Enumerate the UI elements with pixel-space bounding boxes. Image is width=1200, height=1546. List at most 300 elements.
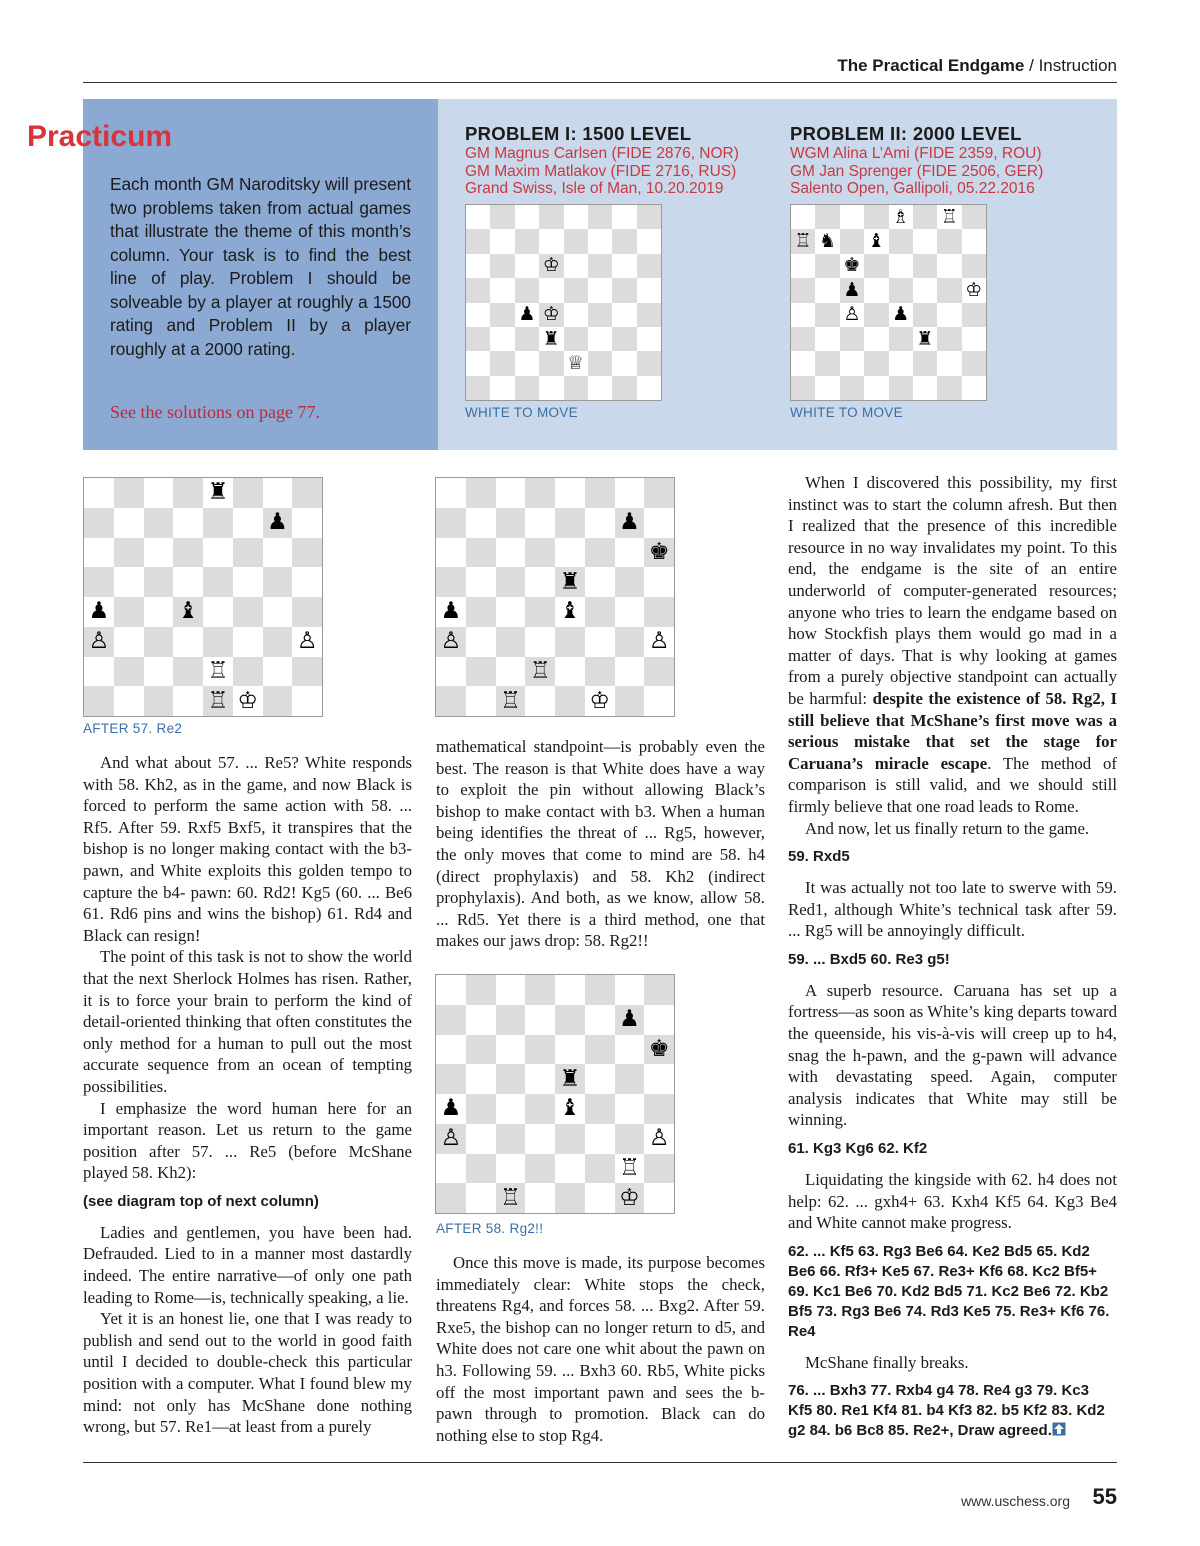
board-square bbox=[496, 657, 526, 687]
board-square bbox=[203, 538, 233, 568]
board-square bbox=[913, 229, 937, 253]
board-square bbox=[555, 508, 585, 538]
board-square bbox=[612, 229, 636, 253]
board-square bbox=[913, 254, 937, 278]
black-bishop-icon: ♝ bbox=[555, 597, 585, 627]
board-square bbox=[585, 478, 615, 508]
board-square bbox=[962, 205, 986, 229]
board-square bbox=[292, 508, 322, 538]
board-square bbox=[585, 538, 615, 568]
white-pawn-icon: ♙ bbox=[644, 627, 674, 657]
board-square bbox=[466, 1035, 496, 1065]
col1-paragraph-4: Ladies and gentlemen, you have been had. Defrauded. Lied to in a manner most dastardly indeed. The entire narrative—of only one path leading to Rome—is, technically speaking, a lie. bbox=[83, 1222, 412, 1307]
board-square bbox=[203, 508, 233, 538]
board-square bbox=[525, 567, 555, 597]
board-square bbox=[233, 627, 263, 657]
col3-moves-4: 62. ... Kf5 63. Rg3 Be6 64. Ke2 Bd5 65. Kd2 Be6 66. Rf3+ Ke5 67. Re3+ Kf6 68. Kc2 Bf5+ 69. Kc1 Be6 70. Kd2 Bd5 71. Kc2 Be6 72. Kb2 Bf5 73. Rg3 Be6 74. Rd3 Ke5 75. Re3+ Kf6 76. Re4 bbox=[788, 1242, 1110, 1340]
board-square bbox=[588, 303, 612, 327]
board-square bbox=[496, 1035, 526, 1065]
board-square bbox=[490, 229, 514, 253]
board-square bbox=[588, 229, 612, 253]
board-square bbox=[615, 567, 645, 597]
board-square bbox=[466, 229, 490, 253]
board-square bbox=[496, 478, 526, 508]
white-pawn-icon: ♙ bbox=[644, 1124, 674, 1154]
board-square bbox=[84, 567, 114, 597]
board-square bbox=[913, 278, 937, 302]
board-square bbox=[864, 254, 888, 278]
board-square bbox=[644, 1094, 674, 1124]
board-square bbox=[515, 205, 539, 229]
board-square bbox=[637, 376, 661, 400]
board-square bbox=[525, 627, 555, 657]
problem-2-event: Salento Open, Gallipoli, 05.22.2016 bbox=[790, 180, 1035, 197]
black-bishop-icon: ♝ bbox=[555, 1094, 585, 1124]
board-square bbox=[555, 686, 585, 716]
board-square bbox=[615, 975, 645, 1005]
board-square bbox=[466, 254, 490, 278]
problem-1-white: GM Magnus Carlsen (FIDE 2876, NOR) bbox=[465, 145, 739, 162]
board-square bbox=[962, 327, 986, 351]
board-square bbox=[490, 327, 514, 351]
black-rook-icon: ♜ bbox=[555, 567, 585, 597]
col3-paragraph-1 bbox=[788, 472, 1117, 818]
board-square bbox=[114, 478, 144, 508]
board-square bbox=[292, 686, 322, 716]
board-square bbox=[114, 627, 144, 657]
header-category: Instruction bbox=[1038, 56, 1117, 75]
board-square bbox=[490, 351, 514, 375]
board-square bbox=[612, 327, 636, 351]
board-square bbox=[637, 278, 661, 302]
board-square bbox=[114, 508, 144, 538]
board-square bbox=[588, 376, 612, 400]
board-square bbox=[585, 1094, 615, 1124]
col3-paragraph-4: A superb resource. Caruana has set up a fortress—as soon as White’s king departs toward the queenside, his vis-à-vis will creep up to h4, snag the h-pawn, and the g-pawn will advance with devastating speed. Again, computer analysis indicates that White may still be winning. bbox=[788, 980, 1117, 1130]
board-square bbox=[815, 351, 839, 375]
board-square bbox=[114, 567, 144, 597]
board-square bbox=[114, 657, 144, 687]
board-square bbox=[644, 567, 674, 597]
board-square bbox=[585, 1154, 615, 1184]
problem-1-event: Grand Swiss, Isle of Man, 10.20.2019 bbox=[465, 180, 724, 197]
practicum-title: Practicum bbox=[27, 120, 173, 153]
board-square bbox=[466, 1064, 496, 1094]
col3-p1-end: . The method of comparison is still valid, and we should still firmly believe that one road leads to Rome. bbox=[788, 753, 1117, 816]
board-square bbox=[585, 1183, 615, 1213]
board-square bbox=[144, 657, 174, 687]
black-pawn-icon: ♟ bbox=[263, 508, 293, 538]
board-square bbox=[490, 254, 514, 278]
board-square bbox=[637, 351, 661, 375]
board-square bbox=[525, 1005, 555, 1035]
header-separator: / bbox=[1024, 56, 1039, 75]
board-square bbox=[436, 975, 466, 1005]
white-king-icon: ♔ bbox=[233, 686, 263, 716]
board-square bbox=[962, 254, 986, 278]
black-king-icon: ♚ bbox=[644, 538, 674, 568]
board-square bbox=[637, 205, 661, 229]
board-square bbox=[864, 278, 888, 302]
board-square bbox=[644, 597, 674, 627]
board-square bbox=[436, 567, 466, 597]
white-pawn-icon: ♙ bbox=[436, 627, 466, 657]
board-square bbox=[144, 686, 174, 716]
board-square bbox=[466, 303, 490, 327]
board-square bbox=[436, 686, 466, 716]
board-square bbox=[466, 376, 490, 400]
board-square bbox=[173, 508, 203, 538]
board-square bbox=[233, 478, 263, 508]
col3-moves-1: 59. Rxd5 bbox=[788, 848, 850, 866]
problem-2-white: WGM Alina L’Ami (FIDE 2359, ROU) bbox=[790, 145, 1042, 162]
board-square bbox=[466, 278, 490, 302]
board-square bbox=[292, 478, 322, 508]
board-square bbox=[539, 376, 563, 400]
col3-moves-5-text: 76. ... Bxh3 77. Rxb4 g4 78. Re4 g3 79. Kc3 Kf5 80. Re1 Kf4 81. b4 Kf3 82. b5 Kf2 83. Kd2 g2 84. b6 Bc8 85. Re2+, Draw agreed. bbox=[788, 1382, 1105, 1440]
black-rook-icon: ♜ bbox=[539, 327, 563, 351]
white-king-icon: ♔ bbox=[539, 254, 563, 278]
board-square bbox=[490, 205, 514, 229]
board-square bbox=[555, 1124, 585, 1154]
board-square bbox=[466, 686, 496, 716]
board-square bbox=[436, 478, 466, 508]
board-square bbox=[525, 1154, 555, 1184]
board-square bbox=[490, 278, 514, 302]
board-square bbox=[292, 657, 322, 687]
board-square bbox=[539, 278, 563, 302]
board-square bbox=[612, 303, 636, 327]
problem-1-title: PROBLEM I: 1500 LEVEL bbox=[465, 123, 692, 144]
header-rule bbox=[83, 82, 1117, 83]
board-square bbox=[864, 205, 888, 229]
board-square bbox=[555, 657, 585, 687]
board-square bbox=[144, 597, 174, 627]
col1-paragraph-1: And what about 57. ... Re5? White responds with 58. Kh2, as in the game, and now Black is forced to perform the same action with 58. ... Rf5. After 59. Rxf5 Bxf5, it transpires that the bishop is no longer making contact with the b3-pawn, and White exploits this golden tempo to capture the b4- pawn: 60. Rd2! Kg5 (60. ... Be6 61. Rd6 pins and wins the bishop) 61. Rd4 and Black can resign! bbox=[83, 753, 412, 945]
board-square bbox=[539, 205, 563, 229]
board-square bbox=[114, 538, 144, 568]
board-square bbox=[84, 657, 114, 687]
board-square bbox=[263, 597, 293, 627]
board-square bbox=[515, 254, 539, 278]
board-square bbox=[615, 538, 645, 568]
board-square bbox=[555, 538, 585, 568]
board-square bbox=[263, 627, 293, 657]
board-square bbox=[525, 1094, 555, 1124]
black-pawn-icon: ♟ bbox=[889, 303, 913, 327]
board-square bbox=[644, 657, 674, 687]
col1-paragraph-5: Yet it is an honest lie, one that I was ready to publish and send out to the world in good faith until I decided to double-check this particular position with a computer. What I found blew my mind: not only has McShane done nothing wrong, but 57. Re1—at least from a purely bbox=[83, 1309, 412, 1437]
board-square bbox=[490, 376, 514, 400]
board-square bbox=[564, 327, 588, 351]
board-square bbox=[615, 657, 645, 687]
footer-rule bbox=[83, 1462, 1117, 1463]
problem-2-board bbox=[790, 204, 987, 401]
col1-paragraph-3: I emphasize the word human here for an important reason. Let us return to the game position after 57. ... Re5 (before McShane played 58. Kh2): bbox=[83, 1098, 412, 1183]
board-square bbox=[864, 376, 888, 400]
board-square bbox=[937, 278, 961, 302]
black-rook-icon: ♜ bbox=[555, 1064, 585, 1094]
board-square bbox=[525, 538, 555, 568]
board-square bbox=[436, 1064, 466, 1094]
board-square bbox=[864, 351, 888, 375]
page-number: 55 bbox=[1092, 1484, 1117, 1509]
board-square bbox=[585, 597, 615, 627]
board-square bbox=[644, 1005, 674, 1035]
white-rook-icon: ♖ bbox=[496, 1183, 526, 1213]
board-square bbox=[233, 508, 263, 538]
board-square bbox=[564, 278, 588, 302]
black-pawn-icon: ♟ bbox=[515, 303, 539, 327]
board-square bbox=[496, 1124, 526, 1154]
board-square bbox=[937, 229, 961, 253]
problem-1-board bbox=[465, 204, 662, 401]
board-square bbox=[937, 303, 961, 327]
board-square bbox=[263, 567, 293, 597]
board-square bbox=[791, 205, 815, 229]
diagram-after-57-re5 bbox=[435, 477, 675, 717]
board-square bbox=[555, 1005, 585, 1035]
header-section: The Practical Endgame bbox=[837, 56, 1025, 75]
board-square bbox=[564, 254, 588, 278]
board-square bbox=[564, 303, 588, 327]
col3-paragraph-3: It was actually not too late to swerve with 59. Red1, although White’s technical task after 59. ... Rg5 will be annoyingly difficult. bbox=[788, 878, 1117, 941]
board-square bbox=[539, 351, 563, 375]
board-square bbox=[815, 254, 839, 278]
board-square bbox=[588, 205, 612, 229]
black-bishop-icon: ♝ bbox=[173, 597, 203, 627]
board-square bbox=[436, 1035, 466, 1065]
board-square bbox=[173, 567, 203, 597]
board-square bbox=[525, 478, 555, 508]
col2-paragraph-1: mathematical standpoint—is probably even the best. The reason is that White does have a way to exploit the pin without allowing Black’s bishop to make contact with b3. When a human being identifies the threat of ... Rg5, however, the only moves that come to mind are 58. h4 (direct prophylaxis) and 58. Kh2 (indirect prophylaxis). And both, as we know, allow 58. ... Rd5. Yet there is a third method, one that makes our jaws drop: 58. Rg2!! bbox=[436, 737, 765, 951]
black-pawn-icon: ♟ bbox=[84, 597, 114, 627]
black-pawn-icon: ♟ bbox=[615, 508, 645, 538]
white-rook-icon: ♖ bbox=[791, 229, 815, 253]
board-square bbox=[173, 657, 203, 687]
board-square bbox=[585, 1124, 615, 1154]
board-square bbox=[612, 205, 636, 229]
problem-2-caption: WHITE TO MOVE bbox=[790, 405, 903, 420]
board-square bbox=[539, 229, 563, 253]
board-square bbox=[496, 627, 526, 657]
board-square bbox=[173, 686, 203, 716]
board-square bbox=[791, 254, 815, 278]
board-square bbox=[815, 278, 839, 302]
board-square bbox=[889, 278, 913, 302]
col1-diagram-note: (see diagram top of next column) bbox=[83, 1192, 319, 1210]
board-square bbox=[815, 205, 839, 229]
board-square bbox=[913, 205, 937, 229]
black-knight-icon: ♞ bbox=[815, 229, 839, 253]
board-square bbox=[864, 327, 888, 351]
board-square bbox=[466, 567, 496, 597]
board-square bbox=[637, 229, 661, 253]
board-square bbox=[555, 627, 585, 657]
black-pawn-icon: ♟ bbox=[615, 1005, 645, 1035]
board-square bbox=[525, 1035, 555, 1065]
board-square bbox=[637, 303, 661, 327]
board-square bbox=[490, 303, 514, 327]
board-square bbox=[644, 975, 674, 1005]
board-square bbox=[588, 278, 612, 302]
board-square bbox=[496, 1154, 526, 1184]
board-square bbox=[525, 508, 555, 538]
board-square bbox=[263, 478, 293, 508]
board-square bbox=[840, 351, 864, 375]
board-square bbox=[525, 686, 555, 716]
problem-1-black: GM Maxim Matlakov (FIDE 2716, RUS) bbox=[465, 162, 737, 180]
board-square bbox=[496, 1005, 526, 1035]
col3-moves-5 bbox=[788, 1381, 1117, 1441]
board-square bbox=[466, 327, 490, 351]
board-square bbox=[466, 508, 496, 538]
problem-2-black: GM Jan Sprenger (FIDE 2506, GER) bbox=[790, 162, 1044, 180]
board-square bbox=[637, 327, 661, 351]
board-square bbox=[515, 278, 539, 302]
board-square bbox=[937, 327, 961, 351]
board-square bbox=[615, 1124, 645, 1154]
board-square bbox=[144, 567, 174, 597]
board-square bbox=[525, 1124, 555, 1154]
board-square bbox=[515, 376, 539, 400]
footer-url: www.uschess.org bbox=[961, 1493, 1070, 1509]
board-square bbox=[496, 597, 526, 627]
board-square bbox=[644, 686, 674, 716]
board-square bbox=[114, 686, 144, 716]
white-rook-icon: ♖ bbox=[615, 1154, 645, 1184]
board-square bbox=[203, 567, 233, 597]
board-square bbox=[962, 303, 986, 327]
board-square bbox=[555, 1183, 585, 1213]
board-square bbox=[144, 508, 174, 538]
board-square bbox=[585, 1064, 615, 1094]
board-square bbox=[889, 229, 913, 253]
column-2-bottom bbox=[436, 1252, 765, 1446]
board-square bbox=[555, 478, 585, 508]
board-square bbox=[962, 229, 986, 253]
board-square bbox=[937, 351, 961, 375]
board-square bbox=[525, 1183, 555, 1213]
board-square bbox=[585, 567, 615, 597]
board-square bbox=[466, 1094, 496, 1124]
white-queen-icon: ♕ bbox=[564, 351, 588, 375]
board-square bbox=[612, 254, 636, 278]
board-square bbox=[515, 351, 539, 375]
col3-moves-3: 61. Kg3 Kg6 62. Kf2 bbox=[788, 1140, 928, 1158]
board-square bbox=[637, 254, 661, 278]
board-square bbox=[263, 657, 293, 687]
board-square bbox=[233, 657, 263, 687]
board-square bbox=[496, 508, 526, 538]
white-rook-icon: ♖ bbox=[203, 686, 233, 716]
col2-paragraph-2: Once this move is made, its purpose becomes immediately clear: White stops the check, threatens Rg4, and forces 58. ... Bxg2. After 59. Rxe5, the bishop can no longer return to d5, and White does not care one whit about the pawn on h3. Following 59. ... Bxh3 60. Rb5, White picks off the most important pawn and sees the b-pawn through to promotion. Black can do nothing else to stop Rg4. bbox=[436, 1253, 765, 1445]
board-square bbox=[144, 478, 174, 508]
board-square bbox=[466, 975, 496, 1005]
board-square bbox=[644, 508, 674, 538]
board-square bbox=[515, 229, 539, 253]
board-square bbox=[436, 508, 466, 538]
board-square bbox=[564, 205, 588, 229]
white-king-icon: ♔ bbox=[539, 303, 563, 327]
board-square bbox=[436, 1183, 466, 1213]
problem-2-title: PROBLEM II: 2000 LEVEL bbox=[790, 123, 1022, 144]
board-square bbox=[292, 597, 322, 627]
board-square bbox=[615, 478, 645, 508]
board-square bbox=[564, 376, 588, 400]
board-square bbox=[585, 508, 615, 538]
col3-paragraph-2: And now, let us finally return to the game. bbox=[805, 818, 1090, 838]
white-rook-icon: ♖ bbox=[525, 657, 555, 687]
board-square bbox=[889, 327, 913, 351]
white-king-icon: ♔ bbox=[615, 1183, 645, 1213]
board-square bbox=[588, 254, 612, 278]
practicum-description: Each month GM Naroditsky will present two problems taken from actual games that illustrate the theme of this month’s column. Your task is to find the best line of play. Problem I should be solveable by a player at roughly a 1500 rating and Problem II by a player roughly at a 2000 rating. bbox=[110, 174, 411, 359]
board-square bbox=[913, 303, 937, 327]
board-square bbox=[292, 538, 322, 568]
col3-p1-start: When I discovered this possibility, my first instinct was to start the column afresh. But then I realized that the presence of this incredible resource in no way invalidates my point. To this end, the endgame is the site of an entire underworld of computer-generated resources; anyone who tries to learn the endgame based on how Stockfish plays them would go mad in a matter of days. That is why looking at games from a purely objective standpoint can actually be harmful: bbox=[788, 473, 1117, 708]
board-square bbox=[889, 351, 913, 375]
board-square bbox=[466, 205, 490, 229]
board-square bbox=[496, 567, 526, 597]
white-pawn-icon: ♙ bbox=[840, 303, 864, 327]
board-square bbox=[585, 1035, 615, 1065]
board-square bbox=[962, 351, 986, 375]
board-square bbox=[233, 567, 263, 597]
column-2-top bbox=[436, 736, 765, 952]
white-pawn-icon: ♙ bbox=[84, 627, 114, 657]
board-square bbox=[585, 657, 615, 687]
board-square bbox=[840, 376, 864, 400]
white-pawn-icon: ♙ bbox=[292, 627, 322, 657]
board-square bbox=[615, 1064, 645, 1094]
diagram-1-caption: AFTER 57. Re2 bbox=[83, 721, 183, 736]
black-pawn-icon: ♟ bbox=[436, 597, 466, 627]
board-square bbox=[233, 597, 263, 627]
board-square bbox=[436, 1154, 466, 1184]
board-square bbox=[466, 478, 496, 508]
running-header bbox=[837, 56, 1117, 76]
board-square bbox=[173, 538, 203, 568]
board-square bbox=[612, 278, 636, 302]
problem-2-header bbox=[790, 123, 1100, 198]
board-square bbox=[913, 351, 937, 375]
white-rook-icon: ♖ bbox=[937, 205, 961, 229]
white-king-icon: ♔ bbox=[585, 686, 615, 716]
board-square bbox=[615, 627, 645, 657]
board-square bbox=[913, 376, 937, 400]
board-square bbox=[555, 1035, 585, 1065]
board-square bbox=[173, 478, 203, 508]
board-square bbox=[588, 351, 612, 375]
board-square bbox=[496, 538, 526, 568]
black-king-icon: ♚ bbox=[644, 1035, 674, 1065]
board-square bbox=[466, 1005, 496, 1035]
board-square bbox=[203, 597, 233, 627]
board-square bbox=[889, 376, 913, 400]
white-rook-icon: ♖ bbox=[496, 686, 526, 716]
board-square bbox=[791, 327, 815, 351]
board-square bbox=[585, 627, 615, 657]
col3-p1-bold: despite the existence of 58. Rg2, I still believe that McShane’s first move was a serious mistake that set the stage for Caruana’s miracle escape bbox=[788, 688, 1118, 773]
board-square bbox=[466, 538, 496, 568]
board-square bbox=[555, 1154, 585, 1184]
board-square bbox=[615, 1035, 645, 1065]
column-3 bbox=[788, 472, 1117, 1451]
board-square bbox=[815, 303, 839, 327]
board-square bbox=[588, 327, 612, 351]
board-square bbox=[937, 254, 961, 278]
